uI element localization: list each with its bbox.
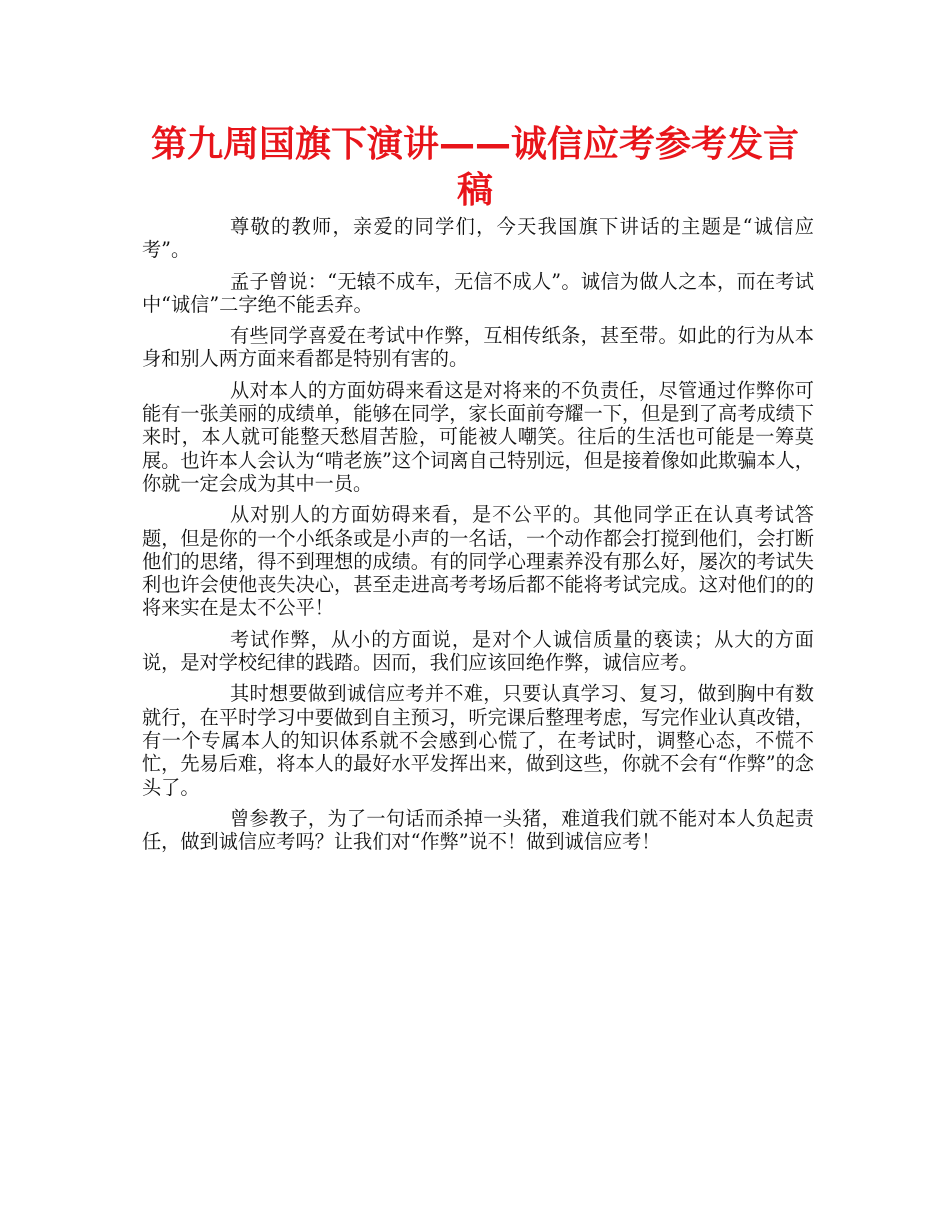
paragraph-greeting: 尊敬的教师，亲爱的同学们，今天我国旗下讲话的主题是“诚信应考”。 [142, 215, 814, 262]
document-title: 第九周国旗下演讲——诚信应考参考发言稿 [150, 124, 799, 211]
paragraph-mencius-quote: 孟子曾说：“无辕不成车，无信不成人”。诚信为做人之本，而在考试中“诚信”二字绝不能丢弃。 [142, 269, 814, 316]
paragraph-harm-to-others: 从对别人的方面妨碍来看，是不公平的。其他同学正在认真考试答题，但是你的一个小纸条或是小声的一名话，一个动作都会打搅到他们，会打断他们的思绪，得不到理想的成绩。有的同学心理素养没有那么好，屡次的考试失利也许会使他丧失决心，甚至走进高考考场后都不能将考试完成。这对他们的的将来实在是太不公平！ [142, 503, 814, 620]
paragraph-how-to: 其时想要做到诚信应考并不难，只要认真学习、复习，做到胸中有数就行，在平时学习中要做到自主预习，听完课后整理考虑，写完作业认真改错，有一个专属本人的知识体系就不会感到心慌了，在考试时，调整心态，不慌不忙，先易后难，将本人的最好水平发挥出来，做到这些，你就不会有“作弊”的念头了。 [142, 682, 814, 799]
paragraph-cheating-intro: 有些同学喜爱在考试中作弊，互相传纸条，甚至带。如此的行为从本身和别人两方面来看都是特别有害的。 [142, 324, 814, 371]
document-body [142, 215, 814, 861]
paragraph-harm-to-self: 从对本人的方面妨碍来看这是对将来的不负责任，尽管通过作弊你可能有一张美丽的成绩单，能够在同学，家长面前夸耀一下，但是到了高考成绩下来时，本人就可能整天愁眉苦脸，可能被人嘲笑。往后的生活也可能是一筹莫展。也许本人会认为“啃老族”这个词离自己特别远，但是接着像如此欺骗本人，你就一定会成为其中一员。 [142, 378, 814, 495]
paragraph-conclusion: 曾参教子，为了一句话而杀掉一头猪，难道我们就不能对本人负起责任，做到诚信应考吗？让我们对“作弊”说不！做到诚信应考！ [142, 806, 814, 854]
paragraph-summary: 考试作弊，从小的方面说，是对个人诚信质量的亵读；从大的方面说，是对学校纪律的践踏。因而，我们应该回绝作弊，诚信应考。 [142, 627, 814, 675]
